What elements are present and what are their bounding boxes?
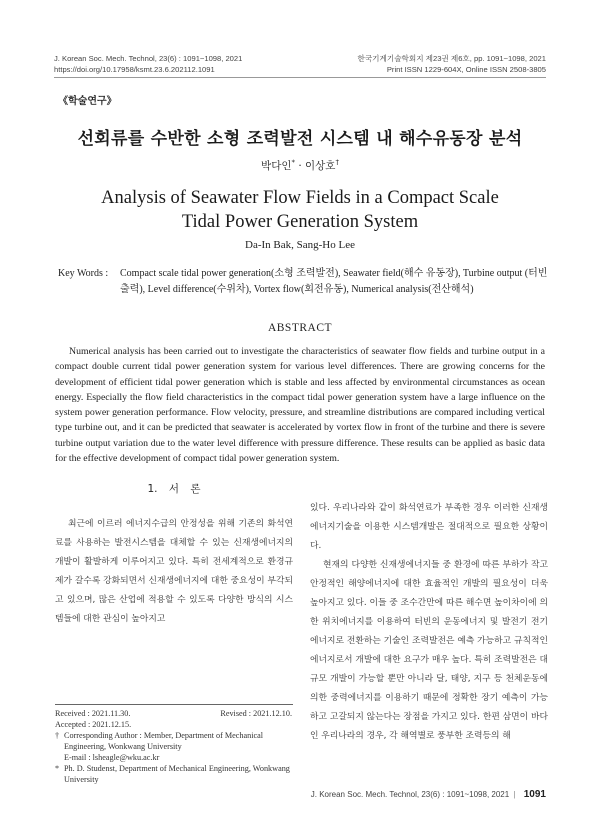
header-divider bbox=[54, 77, 546, 78]
keywords-block bbox=[58, 266, 548, 298]
intro-paragraph-right-2: 현재의 다양한 신재생에너지들 중 환경에 따른 부하가 작고 안정적인 해양에너지에 대한 효율적인 개발의 필요성이 더욱 높아지고 있다. 이들 중 조수간만에 따른 해수면 높이차이에 의한 위치에너지를 이용하여 터빈의 운동에너지 및 발전기 전기에너지로 전환하는 기술인 조력발전은 예측 가능하고 규칙적인 에너지로서 개발에 대한 요구가 매우 높다. 특히 조력발전은 대규모 개발이 가능할 뿐만 아니라 달, 태양, 지구 등 천체운동에 의한 중력에너지를 이용하기 때문에 정확한 장기 예측이 가능하고 고갈되지 않는다는 장점을 가지고 있다. 한편 삼면이 바다인 우리나라의 경우, 각 해역별로 풍부한 조력등의 해 bbox=[310, 560, 548, 741]
author2-ko: 이상호 bbox=[305, 160, 336, 172]
paper-title-en-line2: Tidal Power Generation System bbox=[181, 212, 419, 232]
footnote-divider bbox=[55, 704, 293, 705]
issn-line: Print ISSN 1229-604X, Online ISSN 2508-3805 bbox=[386, 65, 546, 74]
page-number: 1091 bbox=[523, 789, 546, 800]
paper-title-en-line1: Analysis of Seawater Flow Fields in a Compact Scale bbox=[101, 188, 499, 208]
article-category: 《학술연구》 bbox=[58, 96, 117, 107]
revised-date: Revised : 2021.12.10. bbox=[220, 709, 292, 718]
doi-link[interactable]: https://doi.org/10.17958/ksmt.23.6.202112.1091 bbox=[54, 65, 215, 74]
page-footer bbox=[311, 789, 546, 800]
corresponding-email[interactable]: E-mail : lsheagle@wku.ac.kr bbox=[64, 753, 160, 762]
intro-paragraph-right-1: 있다. 우리나라와 같이 화석연료가 부족한 경우 이러한 신재생에너지기술을 이용한 시스템개발은 절대적으로 필요한 상황이다. bbox=[310, 503, 548, 551]
footer-divider-bar: | bbox=[513, 790, 516, 799]
intro-paragraph-left: 최근에 이르러 에너지수급의 안정성을 위해 기존의 화석연료를 사용하는 발전시스템을 대체할 수 있는 신재생에너지의 개발이 활발하게 이루어지고 있다. 특히 전세계적으로 환경규제가 갈수록 강화되면서 신재생에너지에 대한 중요성이 부각되고 있으며, 많은 산업에 적용할 수 있도록 다양한 방식의 시스템들에 대한 관심이 높아지고 bbox=[55, 519, 293, 624]
author1-ko: 박다인 bbox=[261, 160, 292, 172]
keywords-text: Compact scale tidal power generation(소형 조력발전), Seawater field(해수 유동장), Turbine output (터빈 출력), Level difference(수위차), Vortex flow(회전유동), Numerical analysis(전산해석) bbox=[120, 268, 548, 295]
paper-title-en bbox=[0, 186, 600, 234]
journal-citation-header-ko: 한국기계기술학회지 제23권 제6호, pp. 1091~1098, 2021 bbox=[357, 54, 546, 63]
footer-citation: J. Korean Soc. Mech. Technol, 23(6) : 1091~1098, 2021 bbox=[310, 790, 510, 799]
author-separator: · bbox=[294, 160, 305, 172]
received-date: Received : 2021.11.30. bbox=[55, 709, 131, 718]
authors-en: Da-In Bak, Sang-Ho Lee bbox=[245, 239, 355, 251]
student-author-text: Ph. D. Studenst, Department of Mechanical Engineering, Wonkwang University bbox=[64, 764, 290, 784]
authors-ko bbox=[0, 158, 600, 173]
keywords-label: Key Words : bbox=[58, 268, 109, 279]
author1-mark: * bbox=[291, 158, 295, 167]
abstract-heading: ABSTRACT bbox=[267, 322, 333, 334]
section-heading-introduction: 1. 서 론 bbox=[147, 483, 201, 495]
asterisk-mark: * bbox=[55, 764, 60, 773]
journal-citation-header: J. Korean Soc. Mech. Technol, 23(6) : 1091~1098, 2021 bbox=[54, 54, 243, 63]
accepted-date: Accepted : 2021.12.15. bbox=[55, 720, 132, 729]
abstract-body: Numerical analysis has been carried out to investigate the characteristics of seawater flow fields and turbine output in a compact double current tidal power generation system for various level differences. There are growing concerns for the development of efficient tidal power generation which is stable and less affected by environmental circumstances as ocean energy. Especially the flow field characteristics in the compact tidal power generation system have a large influence on the system power generation performance. Flow velocity, pressure, and streamline distributions are compared including vertical type turbine out, and it can be predicted that seawater is accelerated by vortex flow in front of the turbine and there is severe turbine output variation due to the water level difference with pressure difference. These results can be applied as basic data for the effective development of compact tidal power generation system. bbox=[55, 346, 545, 465]
corresponding-author-text: Corresponding Author : Member, Department of Mechanical Engineering, Wonkwang University bbox=[64, 731, 264, 751]
student-author-note bbox=[55, 764, 293, 785]
author2-mark: † bbox=[335, 158, 339, 167]
corresponding-author-note bbox=[55, 731, 293, 752]
dagger-mark: † bbox=[55, 731, 60, 740]
paper-title-ko: 선회류를 수반한 소형 조력발전 시스템 내 해수유동장 분석 bbox=[77, 129, 523, 149]
